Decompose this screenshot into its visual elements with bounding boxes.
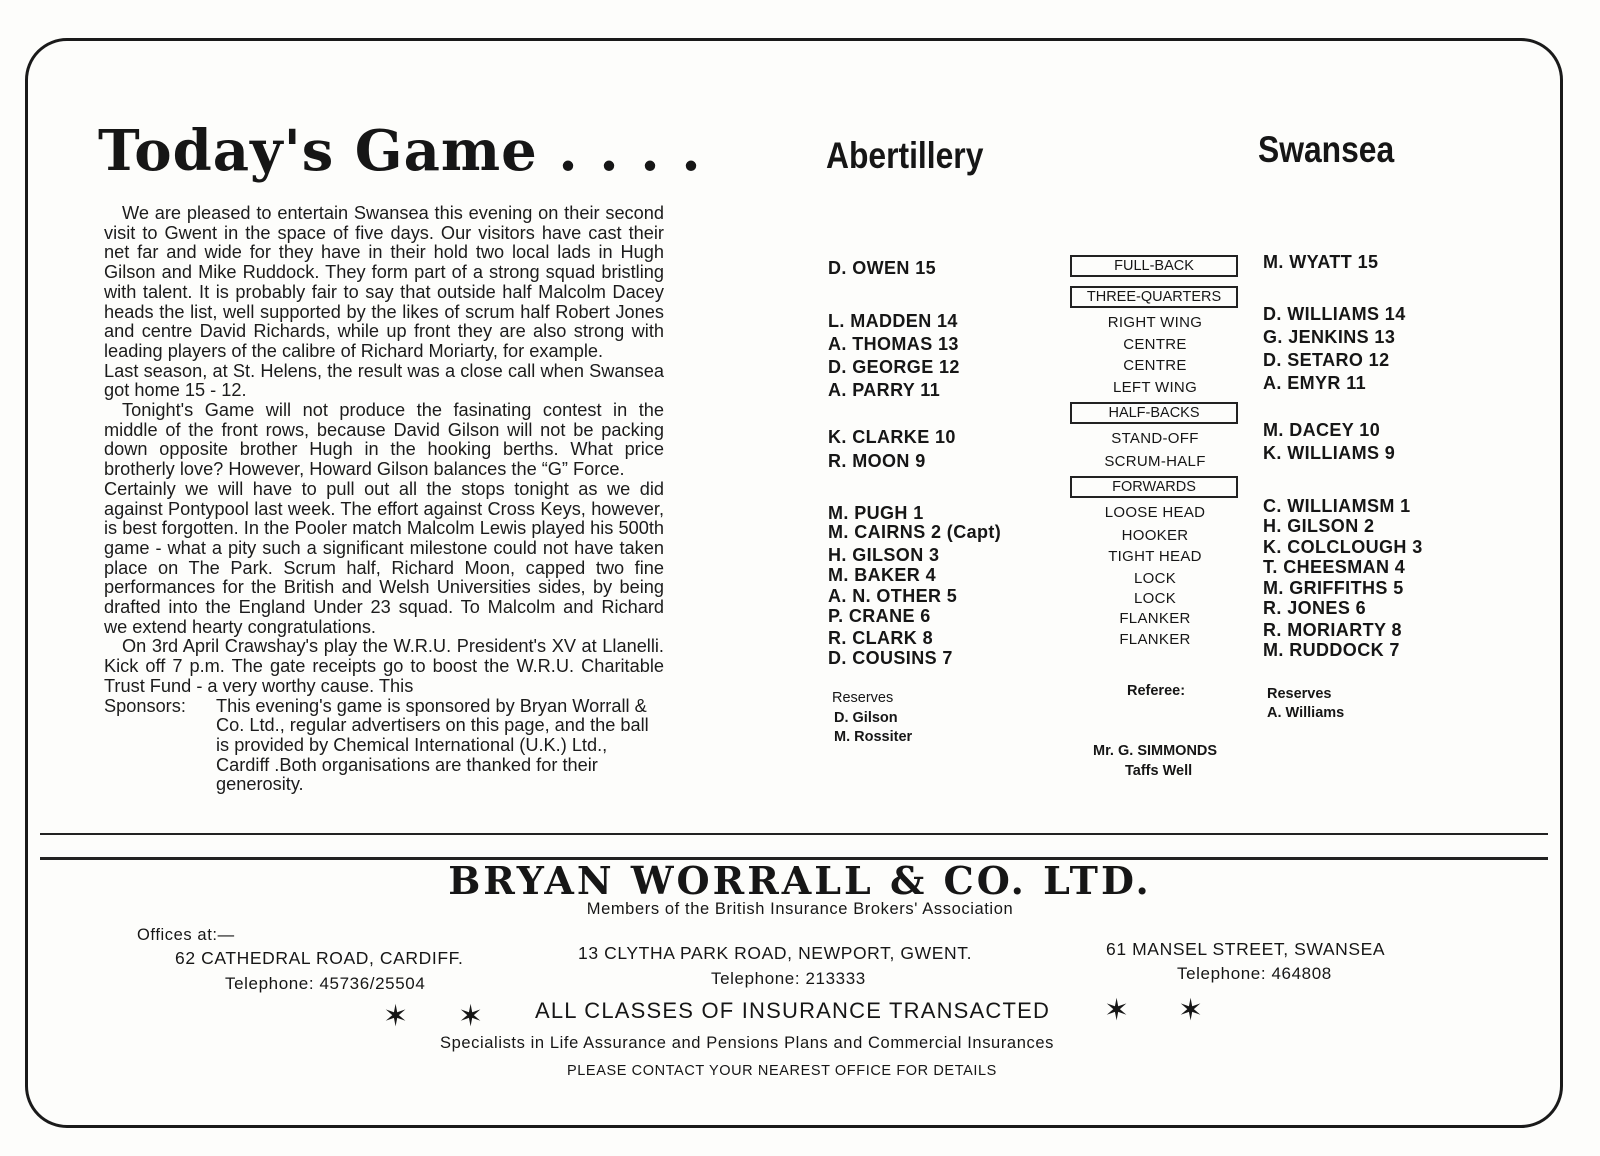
article-paragraph: We are pleased to entertain Swansea this evening on their second visit to Gwent in the space of five days. Our visitors have cast their net far and wide for they have in their hold two local lads in Hugh Gilson and Mike Ruddock. They form part of a strong squad bristling with talent. It is probably fair to say that outside half Malcolm Dacey heads the list, well supported by the likes of scrum half Robert Jones and centre David Richards, while up front they are also strong with leading players of the calibre of Richard Moriarty, for example.: [104, 203, 664, 361]
away-player: M. GRIFFITHS 5: [1263, 578, 1404, 598]
home-player: D. OWEN 15: [828, 258, 937, 278]
home-player: M. CAIRNS 2 (Capt): [828, 522, 1002, 542]
away-player: D. SETARO 12: [1263, 350, 1390, 370]
away-player: A. EMYR 11: [1263, 373, 1367, 393]
home-player: A. THOMAS 13: [828, 334, 959, 354]
home-team-name: Abertillery: [826, 135, 984, 176]
position-label: LOCK: [1133, 570, 1177, 587]
star-icon: ✶: [383, 1000, 409, 1033]
away-team-name: Swansea: [1258, 129, 1395, 170]
position-label: FLANKER: [1119, 610, 1191, 627]
referee-label: Referee:: [1127, 683, 1186, 699]
sponsors-label: Sponsors:: [104, 695, 186, 716]
position-label: FLANKER: [1119, 631, 1191, 648]
away-reserves-label: Reserves: [1267, 686, 1332, 702]
article-title: Today's Game . . . .: [98, 118, 702, 184]
article-paragraph: Last season, at St. Helens, the result was a close call when Swansea got home 15 - 12.: [104, 360, 664, 401]
article-paragraph: Tonight's Game will not produce the fasinating contest in the middle of the front rows, because David Gilson will not be packing down opposite brother Hugh in the hooking berths. What price brotherly love? However, Howard Gilson balances the “G” Force.: [104, 400, 664, 480]
position-label: CENTRE: [1123, 357, 1187, 374]
position-label: LEFT WING: [1112, 379, 1198, 396]
referee-club: Taffs Well: [1125, 763, 1193, 779]
office-address: 13 CLYTHA PARK ROAD, NEWPORT, GWENT.: [578, 943, 973, 963]
offices-label: Offices at:—: [137, 926, 235, 944]
position-header: HALF-BACKS: [1070, 402, 1238, 424]
away-player: K. COLCLOUGH 3: [1263, 537, 1423, 557]
home-player: R. MOON 9: [828, 451, 926, 471]
home-player: D. COUSINS 7: [828, 648, 953, 668]
position-label: LOCK: [1133, 590, 1177, 607]
home-player: K. CLARKE 10: [828, 427, 956, 447]
away-player: M. RUDDOCK 7: [1263, 640, 1400, 660]
position-label: LOOSE HEAD: [1104, 504, 1206, 521]
company-name: BRYAN WORRALL & CO. LTD.: [448, 858, 1152, 903]
sponsors-text: This evening's game is sponsored by Bryan Worrall & Co. Ltd., regular advertisers on this page, and the ball is provided by Chemical International (U.K.) Ltd., Cardiff .Both organisations are thanked for their generosity.: [216, 695, 649, 795]
home-player: P. CRANE 6: [828, 606, 931, 626]
position-label: HOOKER: [1121, 527, 1189, 544]
article-paragraph: On 3rd April Crawshay's play the W.R.U. President's XV at Llanelli. Kick off 7 p.m. The gate receipts go to boost the W.R.U. Charitable Trust Fund - a very worthy cause. This: [104, 636, 664, 696]
position-label: SCRUM-HALF: [1104, 453, 1206, 470]
away-player: T. CHEESMAN 4: [1263, 557, 1406, 577]
article-body: [104, 204, 664, 795]
home-player: A. PARRY 11: [828, 380, 941, 400]
home-player: M. PUGH 1: [828, 503, 924, 523]
article-paragraph: Certainly we will have to pull out all the stops tonight as we did against Pontypool last week. The effort against Cross Keys, however, is best forgotten. In the Pooler match Malcolm Lewis played his 500th game - what a pity such a significant milestone could not have taken place on The Park. Scrum half, Richard Moon, capped two fine performances for the British and Welsh Universities sides, by being drafted into the England Under 23 squad. To Malcolm and Richard we extend hearty congratulations.: [104, 478, 664, 637]
position-label: STAND-OFF: [1111, 430, 1199, 447]
away-player: G. JENKINS 13: [1263, 327, 1396, 347]
referee-name: Mr. G. SIMMONDS: [1093, 743, 1218, 759]
away-reserve: A. Williams: [1267, 705, 1345, 721]
away-player: M. WYATT 15: [1263, 252, 1379, 272]
home-player: R. CLARK 8: [828, 628, 934, 648]
sponsors-note: [104, 697, 664, 796]
position-label: RIGHT WING: [1107, 314, 1203, 331]
specialists-line: Specialists in Life Assurance and Pensions Plans and Commercial Insurances: [440, 1034, 1054, 1052]
star-icon: ✶: [1104, 994, 1130, 1027]
office-phone: Telephone: 464808: [1177, 964, 1332, 983]
away-player: R. MORIARTY 8: [1263, 620, 1402, 640]
company-subtitle: Members of the British Insurance Brokers' Association: [586, 900, 1014, 918]
away-player: M. DACEY 10: [1263, 420, 1381, 440]
home-reserve: D. Gilson: [834, 710, 898, 726]
home-player: H. GILSON 3: [828, 545, 940, 565]
office-phone: Telephone: 45736/25504: [225, 974, 426, 993]
home-player: L. MADDEN 14: [828, 311, 958, 331]
divider-line: [40, 833, 1548, 835]
away-player: C. WILLIAMSM 1: [1263, 496, 1411, 516]
position-label: CENTRE: [1123, 336, 1187, 353]
away-player: H. GILSON 2: [1263, 516, 1375, 536]
office-address: 62 CATHEDRAL ROAD, CARDIFF.: [175, 948, 464, 968]
office-address: 61 MANSEL STREET, SWANSEA: [1106, 939, 1386, 959]
home-reserve: M. Rossiter: [834, 729, 913, 745]
home-player: M. BAKER 4: [828, 565, 937, 585]
star-icon: ✶: [458, 1000, 484, 1033]
position-header: FORWARDS: [1070, 476, 1238, 498]
position-header: THREE-QUARTERS: [1070, 286, 1238, 308]
away-player: D. WILLIAMS 14: [1263, 304, 1406, 324]
home-reserves-label: Reserves: [832, 690, 894, 706]
home-player: D. GEORGE 12: [828, 357, 960, 377]
home-player: A. N. OTHER 5: [828, 586, 958, 606]
position-label: TIGHT HEAD: [1108, 548, 1202, 565]
insurance-tagline: ALL CLASSES OF INSURANCE TRANSACTED: [535, 998, 1051, 1023]
away-player: R. JONES 6: [1263, 598, 1367, 618]
position-header: FULL-BACK: [1070, 255, 1238, 277]
away-player: K. WILLIAMS 9: [1263, 443, 1396, 463]
office-phone: Telephone: 213333: [711, 969, 866, 988]
contact-line: PLEASE CONTACT YOUR NEAREST OFFICE FOR DETAILS: [567, 1063, 997, 1079]
star-icon: ✶: [1178, 994, 1204, 1027]
